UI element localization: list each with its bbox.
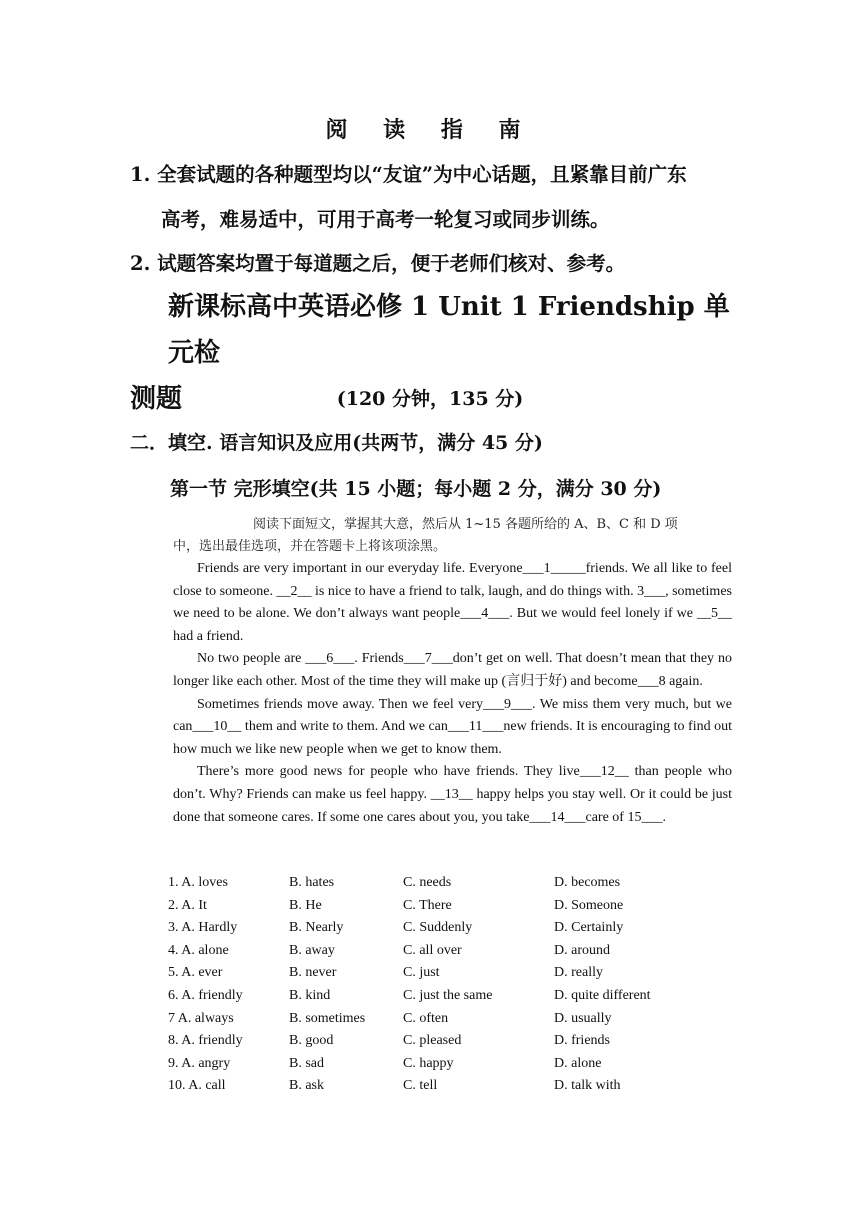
part-title: 二．填空. 语言知识及应用(共两节，满分 45 分) xyxy=(130,432,543,454)
option-c: C. just the same xyxy=(403,987,493,1003)
option-d: D. usually xyxy=(554,1010,612,1026)
option-b: B. sad xyxy=(289,1055,324,1071)
instruction-line-1: 阅读下面短文，掌握其大意，然后从 1~15 各题所给的 A、B、C 和 D 项 xyxy=(253,517,678,532)
option-row xyxy=(168,1008,768,1031)
option-d: D. Certainly xyxy=(554,920,624,936)
option-d: D. alone xyxy=(554,1055,602,1071)
option-row xyxy=(168,1075,768,1098)
option-c: C. happy xyxy=(403,1055,454,1071)
passage-paragraph: No two people are ___6___. Friends___7___don’t get on well. That doesn’t mean that they no longer like each other. Most of the time they will make up (言归于好) and become___8 again. xyxy=(173,651,732,689)
answer-options xyxy=(168,872,768,1098)
option-a: 8. A. friendly xyxy=(168,1033,243,1049)
option-a: 10. A. call xyxy=(168,1078,226,1094)
option-b: B. good xyxy=(289,1033,334,1049)
section-instruction xyxy=(173,514,733,558)
option-c: C. There xyxy=(403,897,452,913)
option-c: C. often xyxy=(403,1010,449,1026)
option-d: D. really xyxy=(554,965,603,981)
option-c: C. just xyxy=(403,965,440,981)
option-row xyxy=(168,1030,768,1053)
option-a: 7 A. always xyxy=(168,1010,234,1026)
guide-title: 阅 读 指 南 xyxy=(325,117,535,143)
option-row xyxy=(168,985,768,1008)
option-c: C. tell xyxy=(403,1078,438,1094)
option-b: B. Nearly xyxy=(289,920,344,936)
option-a: 5. A. ever xyxy=(168,965,223,981)
passage-paragraph: Sometimes friends move away. Then we feel very___9___. We miss them very much, but we can___10__ them and write to them. And we can___11___new friends. It is encouraging to find out how much we like new people when we get to know them. xyxy=(173,696,732,757)
option-b: B. sometimes xyxy=(289,1010,366,1026)
guide-item-1 xyxy=(130,152,740,242)
test-title-line-1: 新课标高中英语必修 1 Unit 1 Friendship 单元检 xyxy=(168,292,730,368)
passage-paragraph: Friends are very important in our everyday life. Everyone___1_____friends. We all like to feel close to someone. __2__ is nice to have a friend to talk, laugh, and do things with. 3___, sometimes we need to be alone. We don’t always want people___4___. But we would feel lonely if we __5__ had a friend. xyxy=(173,561,732,644)
test-title-line-2: 测题 xyxy=(130,384,183,414)
option-b: B. never xyxy=(289,965,337,981)
cloze-passage xyxy=(173,558,732,829)
option-d: D. quite different xyxy=(554,987,651,1003)
option-b: B. hates xyxy=(289,875,335,890)
option-a: 4. A. alone xyxy=(168,942,229,958)
option-b: B. He xyxy=(289,897,322,913)
option-a: 2. A. It xyxy=(168,897,207,913)
option-a: 6. A. friendly xyxy=(168,987,243,1003)
option-row xyxy=(168,1053,768,1076)
option-c: C. pleased xyxy=(403,1033,462,1049)
guide-item-1-line-1: 1. 全套试题的各种题型均以“友谊”为中心话题，且紧靠目前广东 xyxy=(130,163,687,186)
option-c: C. Suddenly xyxy=(403,920,473,936)
option-row xyxy=(168,917,768,940)
option-row xyxy=(168,872,768,895)
passage-paragraph: There’s more good news for people who have friends. They live___12__ than people who don’t. Why? Friends can make us feel happy. __13__ happy helps you stay well. Or it could be just done that someone cares. If some one cares about you, you take___14___care of 15___. xyxy=(173,764,732,825)
option-row xyxy=(168,940,768,963)
instruction-line-2: 中，选出最佳选项，并在答题卡上将该项涂黑。 xyxy=(173,539,447,554)
option-b: B. away xyxy=(289,942,335,958)
option-d: D. friends xyxy=(554,1033,610,1049)
option-d: D. becomes xyxy=(554,875,621,890)
option-row xyxy=(168,895,768,918)
option-a: 1. A. loves xyxy=(168,875,228,890)
test-score-info: (120 分钟，135 分) xyxy=(336,388,524,410)
option-b: B. kind xyxy=(289,987,331,1003)
guide-item-2: 2. 试题答案均置于每道题之后，便于老师们核对、参考。 xyxy=(130,252,626,275)
option-d: D. talk with xyxy=(554,1078,621,1094)
guide-item-1-line-2: 高考，难易适中，可用于高考一轮复习或同步训练。 xyxy=(161,208,610,231)
option-a: 9. A. angry xyxy=(168,1055,231,1071)
option-b: B. ask xyxy=(289,1078,324,1094)
option-row xyxy=(168,962,768,985)
option-c: C. needs xyxy=(403,875,452,890)
option-a: 3. A. Hardly xyxy=(168,920,238,936)
option-d: D. around xyxy=(554,942,610,958)
section-title: 第一节 完形填空(共 15 小题；每小题 2 分，满分 30 分) xyxy=(170,478,662,500)
option-c: C. all over xyxy=(403,942,462,958)
option-d: D. Someone xyxy=(554,897,624,913)
